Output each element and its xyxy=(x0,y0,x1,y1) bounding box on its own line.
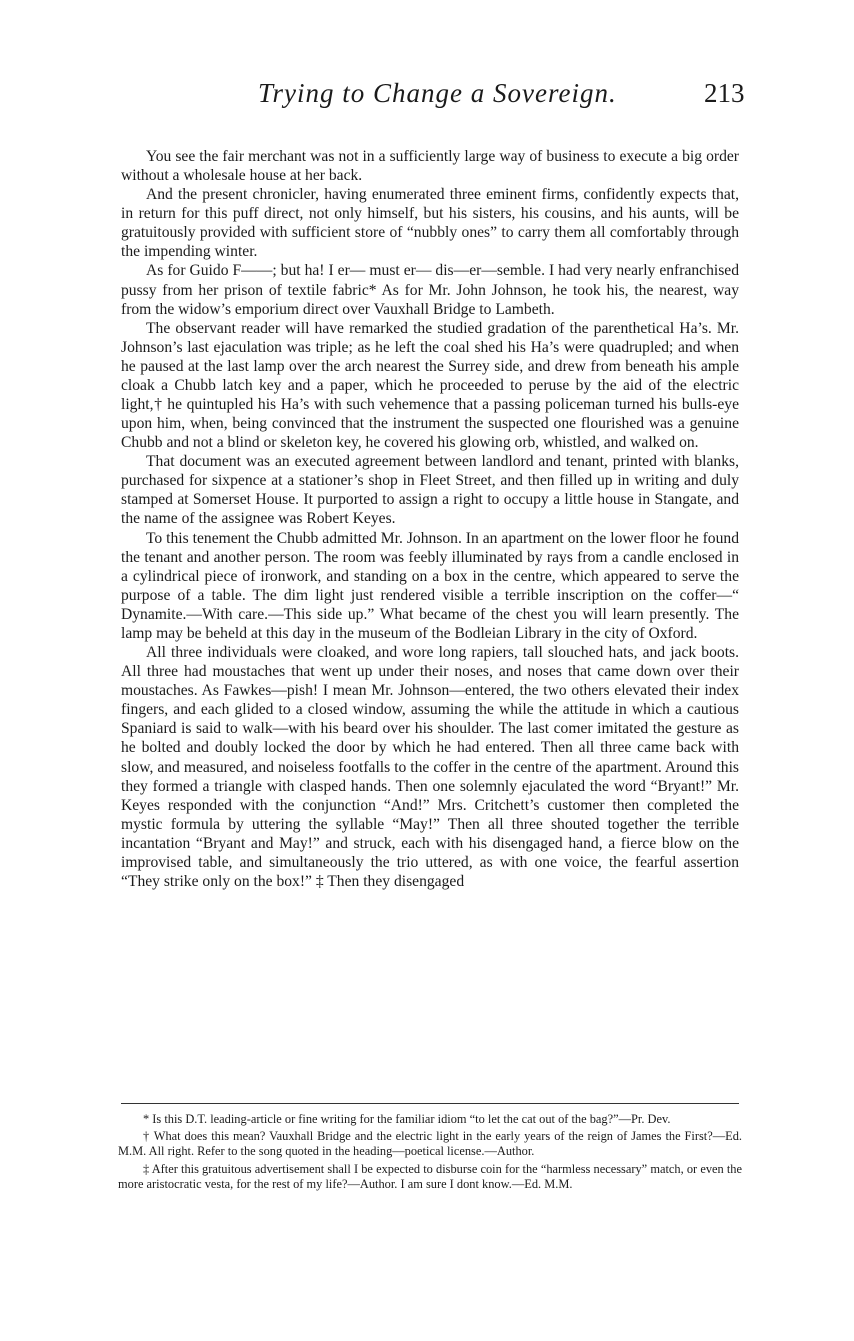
paragraph: To this tenement the Chubb admitted Mr. Johnson. In an apartment on the lower floor he found the tenant and another person. The room was feebly illuminated by rays from a candle enclosed in a cylindrical piece of ironwork, and standing on a box in the centre, which appeared to serve the purpose of a table. The dim light just rendered visible a terrible inscription on the coffer—“ Dynamite.—With care.—This side up.” What became of the chest you will learn presently. The lamp may be beheld at this day in the museum of the Bodleian Library in the city of Oxford. xyxy=(121,529,739,642)
page-number: 213 xyxy=(704,78,745,108)
paragraph: All three individuals were cloaked, and wore long rapiers, tall slouched hats, and jack boots. All three had moustaches that went up under their noses, and noses that came down over their moustaches. As Fawkes—pish! I mean Mr. Johnson—entered, the two others elevated their index fingers, and each glided to a closed window, assuming the while the attitude in which a cautious Spaniard is said to walk—with his beard over his shoulder. The last comer imitated the gesture as he bolted and doubly locked the door by which he had entered. Then all three came back with slow, and measured, and noiseless footfalls to the coffer in the centre of the apartment. Around this they formed a triangle with clasped hands. Then one solemnly ejaculated the word “Bryant!” Mr. Keyes responded with the conjunction “And!” Mrs. Critchett’s customer then completed the mystic formula by uttering the syllable “May!” Then all three shouted together the terrible incantation “Bryant and May!” and struck, each with his disengaged hand, a fierce blow on the improvised table, and simultaneously the trio uttered, as with one voice, the fearful assertion “They strike only on the box!” ‡ Then they disengaged xyxy=(121,644,739,890)
running-title: Trying to Change a Sovereign. xyxy=(258,78,617,108)
footnote: ‡ After this gratuitous advertisement shall I be expected to disburse coin for the “harmless necessary” match, or even the more aristocratic vesta, for the rest of my life?—Author. I am sure I dont know.—Ed. M.M. xyxy=(118,1161,742,1191)
body-text xyxy=(121,147,739,891)
running-header xyxy=(0,78,854,118)
footnotes xyxy=(118,1112,742,1194)
paragraph: You see the fair merchant was not in a sufficiently large way of business to execute a big order without a wholesale house at her back. xyxy=(121,148,739,185)
footnote: * Is this D.T. leading-article or fine writing for the familiar idiom “to let the cat out of the bag?”—Pr. Dev. xyxy=(143,1112,671,1126)
paragraph: That document was an executed agreement between landlord and tenant, printed with blanks, purchased for sixpence at a stationer’s shop in Fleet Street, and then filled up in writing and duly stamped at Somerset House. It purported to assign a right to occupy a little house in Stangate, and the name of the assignee was Robert Keyes. xyxy=(121,453,739,528)
footnote-divider xyxy=(121,1103,739,1104)
paragraph: And the present chronicler, having enumerated three eminent firms, confidently expects that, in return for this puff direct, not only himself, but his sisters, his cousins, and his aunts, will be gratuitously provided with sufficient store of “nubbly ones” to carry them all comfortably through the impending winter. xyxy=(121,186,739,261)
paragraph: The observant reader will have remarked the studied gradation of the parenthetical Ha’s. Mr. Johnson’s last ejaculation was triple; as he left the coal shed his Ha’s were quadrupled; and when he paused at the last lamp over the arch nearest the Surrey side, and drew from beneath his ample cloak a Chubb latch key and a paper, which he proceeded to peruse by the aid of the electric light,† he quintupled his Ha’s with such vehemence that a passing policeman turned his bulls-eye upon him, when, being convinced that the instrument the suspected one flourished was a genuine Chubb and not a blind or skeleton key, he covered his glowing orb, whistled, and walked on. xyxy=(121,319,739,452)
footnote: † What does this mean? Vauxhall Bridge and the electric light in the early years of the reign of James the First?—Ed. M.M. All right. Refer to the song quoted in the heading—poetical license.—Author. xyxy=(118,1129,742,1159)
paragraph: As for Guido F——; but ha! I er— must er— dis—er—semble. I had very nearly enfranchised pussy from her prison of textile fabric* As for Mr. John Johnson, he took his, the nearest, way from the widow’s emporium direct over Vauxhall Bridge to Lambeth. xyxy=(121,262,739,318)
